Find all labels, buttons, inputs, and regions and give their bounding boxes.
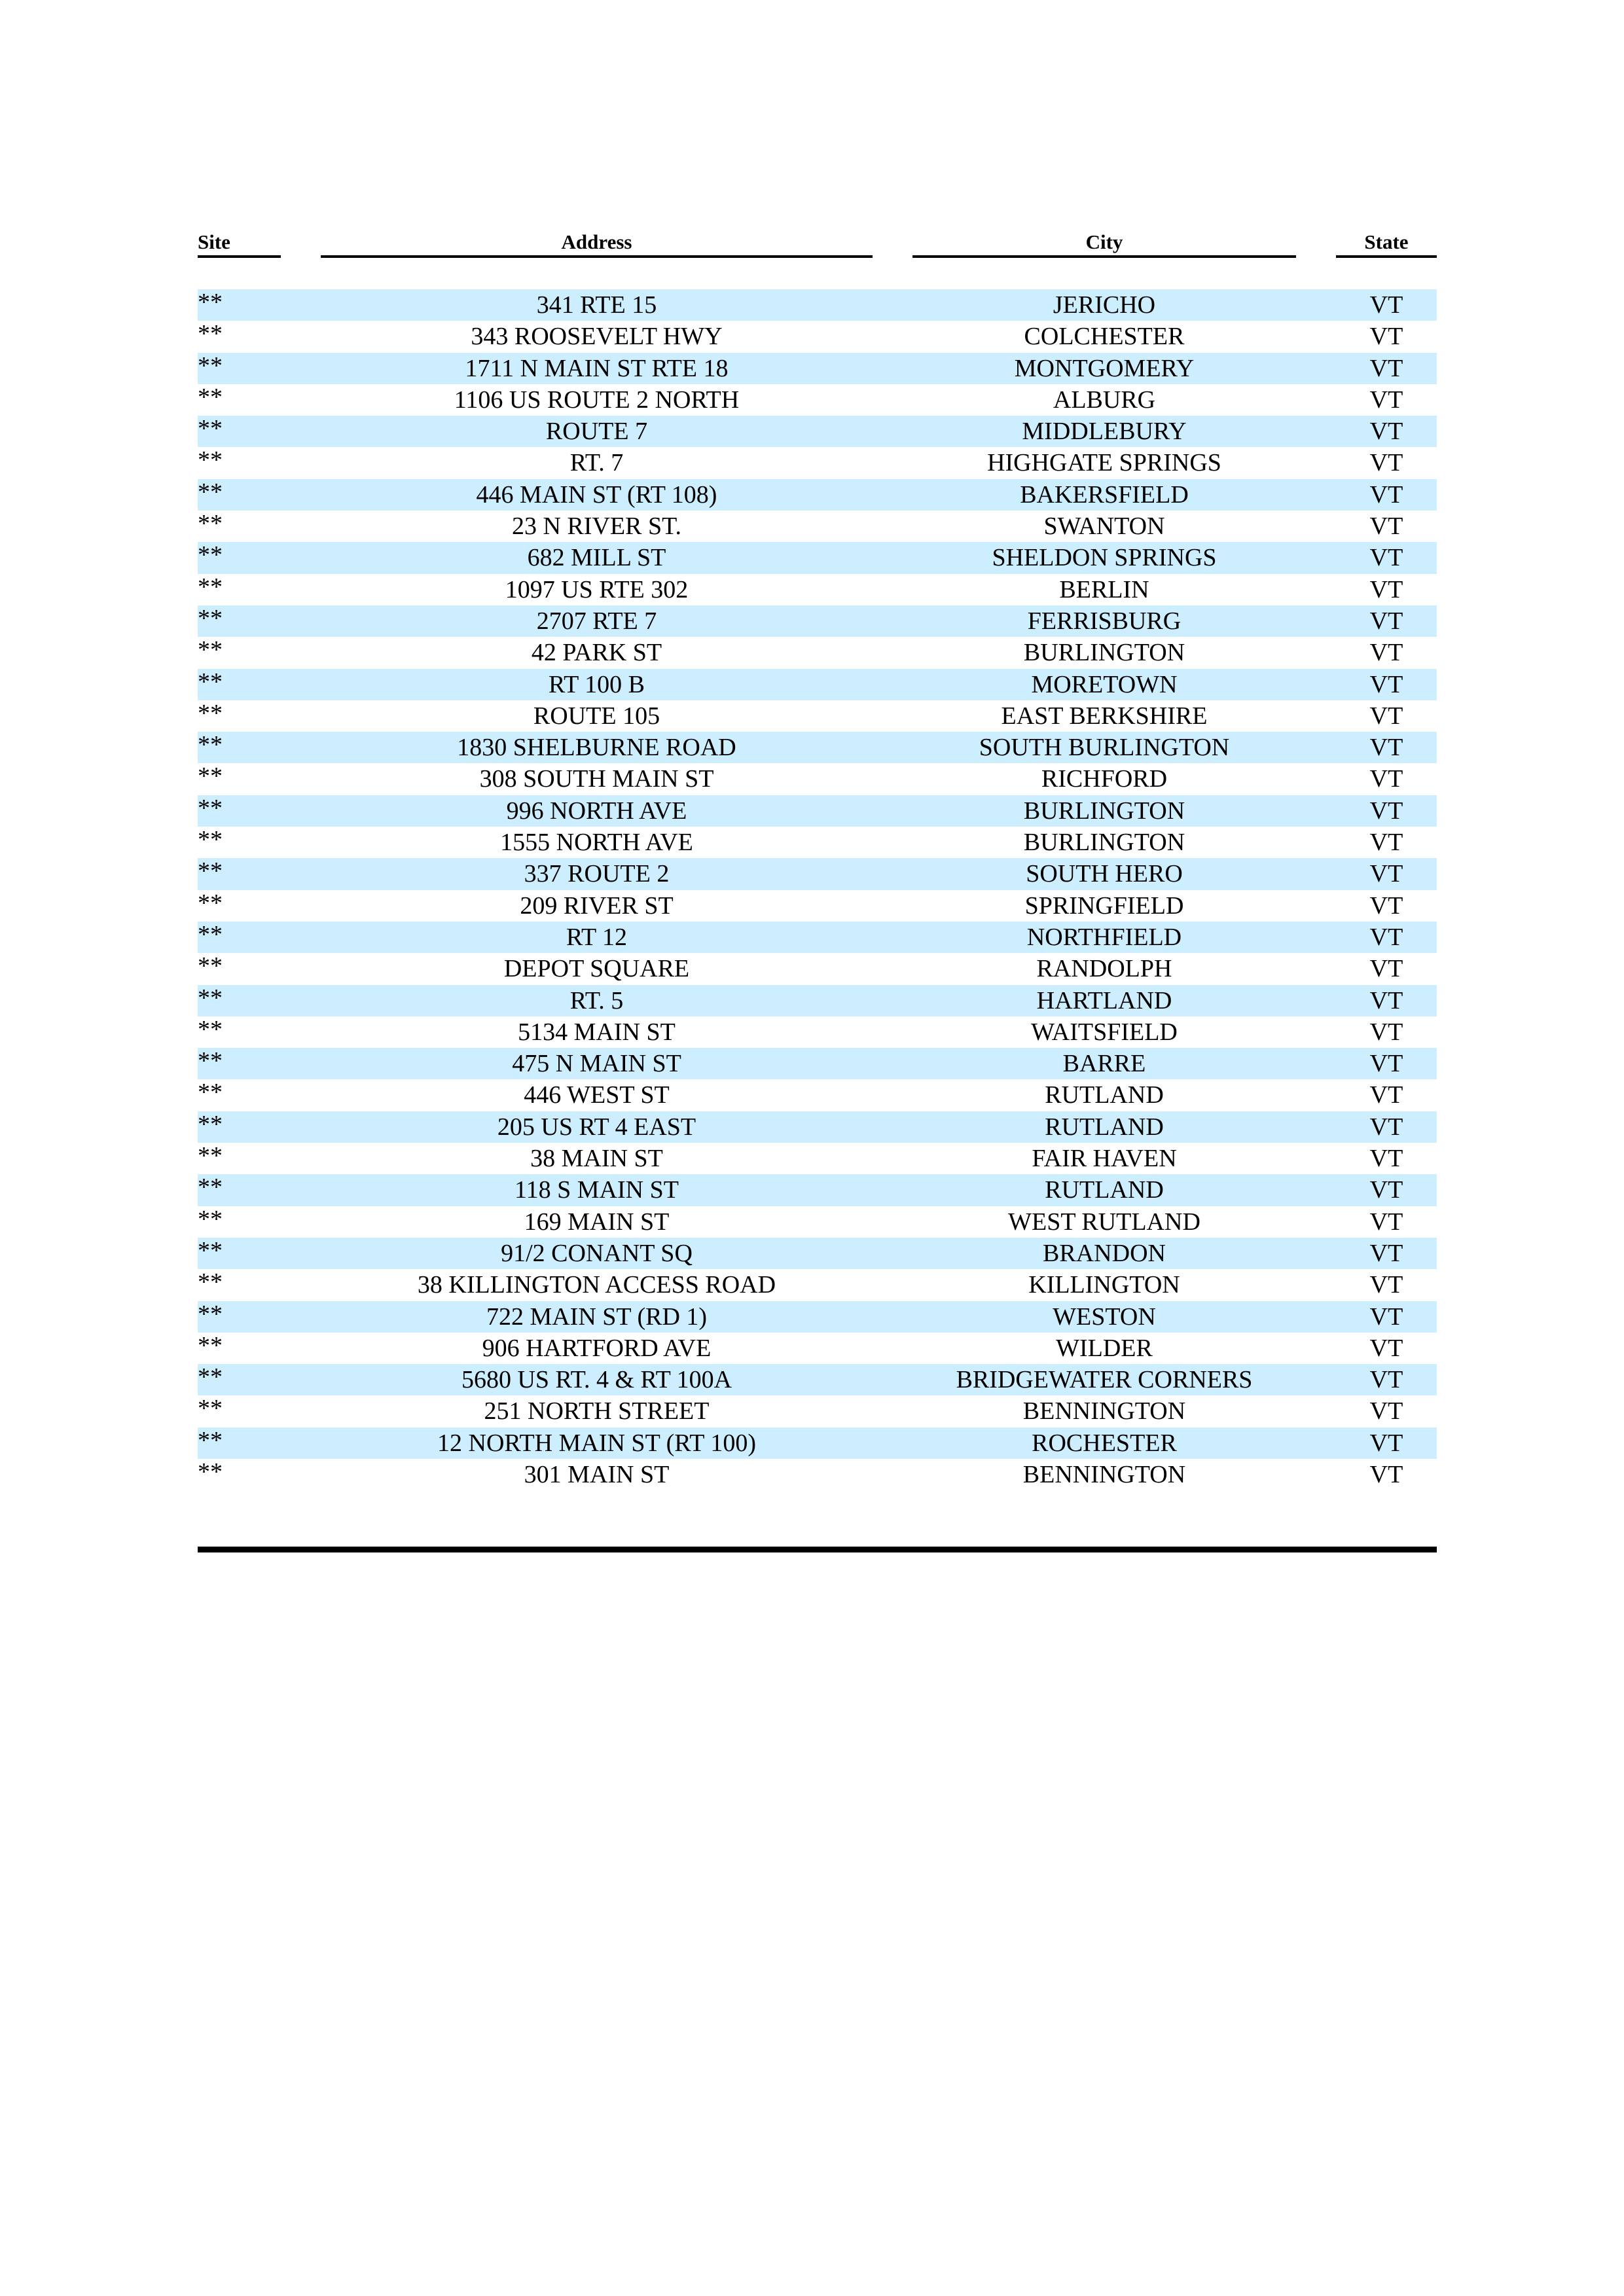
state-cell: VT [1369,891,1403,920]
state-cell: VT [1369,702,1403,730]
state-cell: VT [1369,1113,1403,1141]
city-cell: ALBURG [1053,386,1156,414]
site-cell: ** [198,1205,223,1233]
site-cell: ** [198,1079,223,1107]
table-row [198,479,1437,511]
table-row [198,1048,1437,1079]
city-cell: RUTLAND [1045,1081,1164,1109]
table-row [198,384,1437,416]
city-cell: WESTON [1053,1302,1156,1331]
state-cell: VT [1369,1366,1403,1394]
address-cell: 42 PARK ST [531,639,662,667]
state-cell: VT [1369,1018,1403,1046]
table-row [198,1143,1437,1174]
address-cell: 205 US RT 4 EAST [497,1113,696,1141]
state-cell: VT [1369,1176,1403,1204]
site-cell: ** [198,510,223,538]
state-cell: VT [1369,512,1403,541]
address-cell: 2707 RTE 7 [536,607,657,635]
address-cell: 5134 MAIN ST [518,1018,676,1046]
table-row [198,353,1437,384]
site-cell: ** [198,1268,223,1297]
city-cell: BRIDGEWATER CORNERS [956,1366,1253,1394]
header-site: Site [198,229,281,258]
city-cell: HIGHGATE SPRINGS [987,449,1221,477]
site-cell: ** [198,1363,223,1391]
header-city: City [912,229,1296,258]
address-cell: 722 MAIN ST (RD 1) [486,1302,708,1331]
address-cell: 682 MILL ST [527,544,666,572]
table-row [198,827,1437,858]
table-row [198,289,1437,321]
city-cell: RUTLAND [1045,1176,1164,1204]
site-cell: ** [198,1142,223,1170]
site-cell: ** [198,699,223,727]
address-cell: 308 SOUTH MAIN ST [479,765,714,793]
address-cell: 1711 N MAIN ST RTE 18 [465,354,729,382]
table-row [198,1269,1437,1300]
table-row [198,637,1437,668]
city-cell: BENNINGTON [1022,1397,1186,1426]
table-row [198,922,1437,953]
state-cell: VT [1369,1429,1403,1457]
site-cell: ** [198,289,223,316]
footer-rule [198,1547,1437,1552]
table-row [198,511,1437,542]
site-cell: ** [198,1047,223,1075]
site-cell: ** [198,1458,223,1486]
city-cell: MIDDLEBURY [1022,418,1187,446]
city-cell: BRANDON [1043,1239,1166,1267]
state-cell: VT [1369,923,1403,951]
city-cell: SWANTON [1043,512,1165,541]
city-cell: SOUTH BURLINGTON [979,734,1230,762]
table-row [198,1427,1437,1459]
site-cell: ** [198,541,223,569]
site-cell: ** [198,952,223,980]
address-cell: 38 MAIN ST [530,1145,663,1173]
city-cell: FERRISBURG [1027,607,1182,635]
city-cell: EAST BERKSHIRE [1001,702,1208,730]
table-row [198,1016,1437,1048]
site-cell: ** [198,920,223,948]
header-address: Address [321,229,873,258]
city-cell: SPRINGFIELD [1024,891,1184,920]
site-cell: ** [198,984,223,1012]
state-cell: VT [1369,480,1403,509]
address-cell: 446 MAIN ST (RT 108) [476,480,717,509]
state-cell: VT [1369,986,1403,1014]
address-cell: 343 ROOSEVELT HWY [471,323,723,351]
state-cell: VT [1369,860,1403,888]
site-cell: ** [198,794,223,822]
city-cell: JERICHO [1053,291,1156,319]
table-row [198,542,1437,573]
table-row [198,732,1437,763]
address-cell: 996 NORTH AVE [506,797,687,825]
state-cell: VT [1369,1208,1403,1236]
address-cell: 12 NORTH MAIN ST (RT 100) [437,1429,756,1457]
state-cell: VT [1369,829,1403,857]
address-cell: 91/2 CONANT SQ [501,1239,693,1267]
state-cell: VT [1369,449,1403,477]
address-cell: RT 12 [566,923,628,951]
address-cell: RT. 7 [569,449,624,477]
site-cell: ** [198,351,223,380]
table-row [198,1333,1437,1364]
site-cell: ** [198,320,223,348]
state-cell: VT [1369,323,1403,351]
city-cell: RANDOLPH [1036,955,1172,983]
site-cell: ** [198,1015,223,1043]
city-cell: BENNINGTON [1022,1460,1186,1488]
state-cell: VT [1369,734,1403,762]
site-cell: ** [198,636,223,664]
city-cell: BURLINGTON [1023,829,1185,857]
site-address-table [198,229,1437,1488]
city-cell: SOUTH HERO [1026,860,1183,888]
site-cell: ** [198,446,223,475]
state-cell: VT [1369,1302,1403,1331]
state-cell: VT [1369,607,1403,635]
table-row [198,1111,1437,1143]
address-cell: 341 RTE 15 [536,291,657,319]
address-cell: 38 KILLINGTON ACCESS ROAD [417,1271,776,1299]
city-cell: WAITSFIELD [1031,1018,1178,1046]
state-cell: VT [1369,797,1403,825]
table-body [198,289,1437,1490]
city-cell: WEST RUTLAND [1008,1208,1200,1236]
site-cell: ** [198,826,223,854]
state-cell: VT [1369,955,1403,983]
city-cell: BAKERSFIELD [1020,480,1189,509]
city-cell: RUTLAND [1045,1113,1164,1141]
address-cell: 1097 US RTE 302 [505,575,689,603]
site-cell: ** [198,573,223,601]
table-row [198,321,1437,352]
state-cell: VT [1369,1239,1403,1267]
address-cell: 251 NORTH STREET [484,1397,710,1426]
address-cell: 5680 US RT. 4 & RT 100A [461,1366,732,1394]
address-cell: 169 MAIN ST [524,1208,670,1236]
table-row [198,1459,1437,1490]
state-cell: VT [1369,1460,1403,1488]
city-cell: ROCHESTER [1032,1429,1177,1457]
site-cell: ** [198,731,223,759]
city-cell: WILDER [1056,1334,1153,1362]
address-cell: 23 N RIVER ST. [512,512,681,541]
table-row [198,1174,1437,1206]
city-cell: HARTLAND [1036,986,1172,1014]
site-cell: ** [198,478,223,506]
city-cell: MONTGOMERY [1014,354,1195,382]
address-cell: 1106 US ROUTE 2 NORTH [454,386,740,414]
address-cell: 301 MAIN ST [524,1460,670,1488]
address-cell: 475 N MAIN ST [512,1050,681,1078]
state-cell: VT [1369,386,1403,414]
address-cell: ROUTE 7 [545,418,648,446]
address-cell: ROUTE 105 [533,702,660,730]
city-cell: KILLINGTON [1028,1271,1180,1299]
site-cell: ** [198,668,223,696]
city-cell: MORETOWN [1031,670,1178,698]
site-cell: ** [198,1331,223,1359]
address-cell: 906 HARTFORD AVE [482,1334,712,1362]
table-row [198,890,1437,922]
site-cell: ** [198,857,223,886]
table-row [198,416,1437,447]
site-cell: ** [198,383,223,411]
address-cell: 446 WEST ST [524,1081,670,1109]
site-cell: ** [198,1174,223,1202]
site-cell: ** [198,1110,223,1138]
table-row [198,795,1437,827]
address-cell: 337 ROUTE 2 [524,860,670,888]
table-header [198,229,1437,258]
city-cell: BARRE [1062,1050,1146,1078]
address-cell: RT. 5 [569,986,624,1014]
table-row [198,574,1437,605]
state-cell: VT [1369,575,1403,603]
city-cell: BURLINGTON [1023,797,1185,825]
state-cell: VT [1369,639,1403,667]
address-cell: 209 RIVER ST [520,891,674,920]
city-cell: BURLINGTON [1023,639,1185,667]
city-cell: COLCHESTER [1024,323,1185,351]
table-row [198,1238,1437,1269]
site-cell: ** [198,1395,223,1423]
table-row [198,1364,1437,1395]
state-cell: VT [1369,354,1403,382]
state-cell: VT [1369,544,1403,572]
table-row [198,605,1437,637]
state-cell: VT [1369,1081,1403,1109]
state-cell: VT [1369,1050,1403,1078]
table-row [198,1079,1437,1111]
city-cell: RICHFORD [1041,765,1168,793]
table-row [198,700,1437,732]
state-cell: VT [1369,1334,1403,1362]
city-cell: SHELDON SPRINGS [992,544,1217,572]
city-cell: NORTHFIELD [1026,923,1182,951]
table-row [198,953,1437,984]
state-cell: VT [1369,670,1403,698]
header-state: State [1336,229,1437,258]
site-cell: ** [198,1236,223,1265]
table-row [198,669,1437,700]
address-cell: RT 100 B [549,670,645,698]
state-cell: VT [1369,1145,1403,1173]
table-row [198,1206,1437,1238]
address-cell: 1830 SHELBURNE ROAD [457,734,736,762]
site-cell: ** [198,604,223,632]
city-cell: FAIR HAVEN [1032,1145,1177,1173]
table-row [198,1395,1437,1427]
address-cell: 118 S MAIN ST [514,1176,679,1204]
site-cell: ** [198,415,223,443]
table-row [198,763,1437,795]
state-cell: VT [1369,291,1403,319]
city-cell: BERLIN [1059,575,1149,603]
state-cell: VT [1369,418,1403,446]
state-cell: VT [1369,765,1403,793]
site-cell: ** [198,1300,223,1328]
site-cell: ** [198,889,223,917]
site-cell: ** [198,762,223,791]
table-row [198,1301,1437,1333]
address-cell: DEPOT SQUARE [503,955,690,983]
table-row [198,858,1437,889]
state-cell: VT [1369,1397,1403,1426]
table-row [198,447,1437,478]
table-row [198,985,1437,1016]
address-cell: 1555 NORTH AVE [500,829,693,857]
site-cell: ** [198,1426,223,1454]
state-cell: VT [1369,1271,1403,1299]
